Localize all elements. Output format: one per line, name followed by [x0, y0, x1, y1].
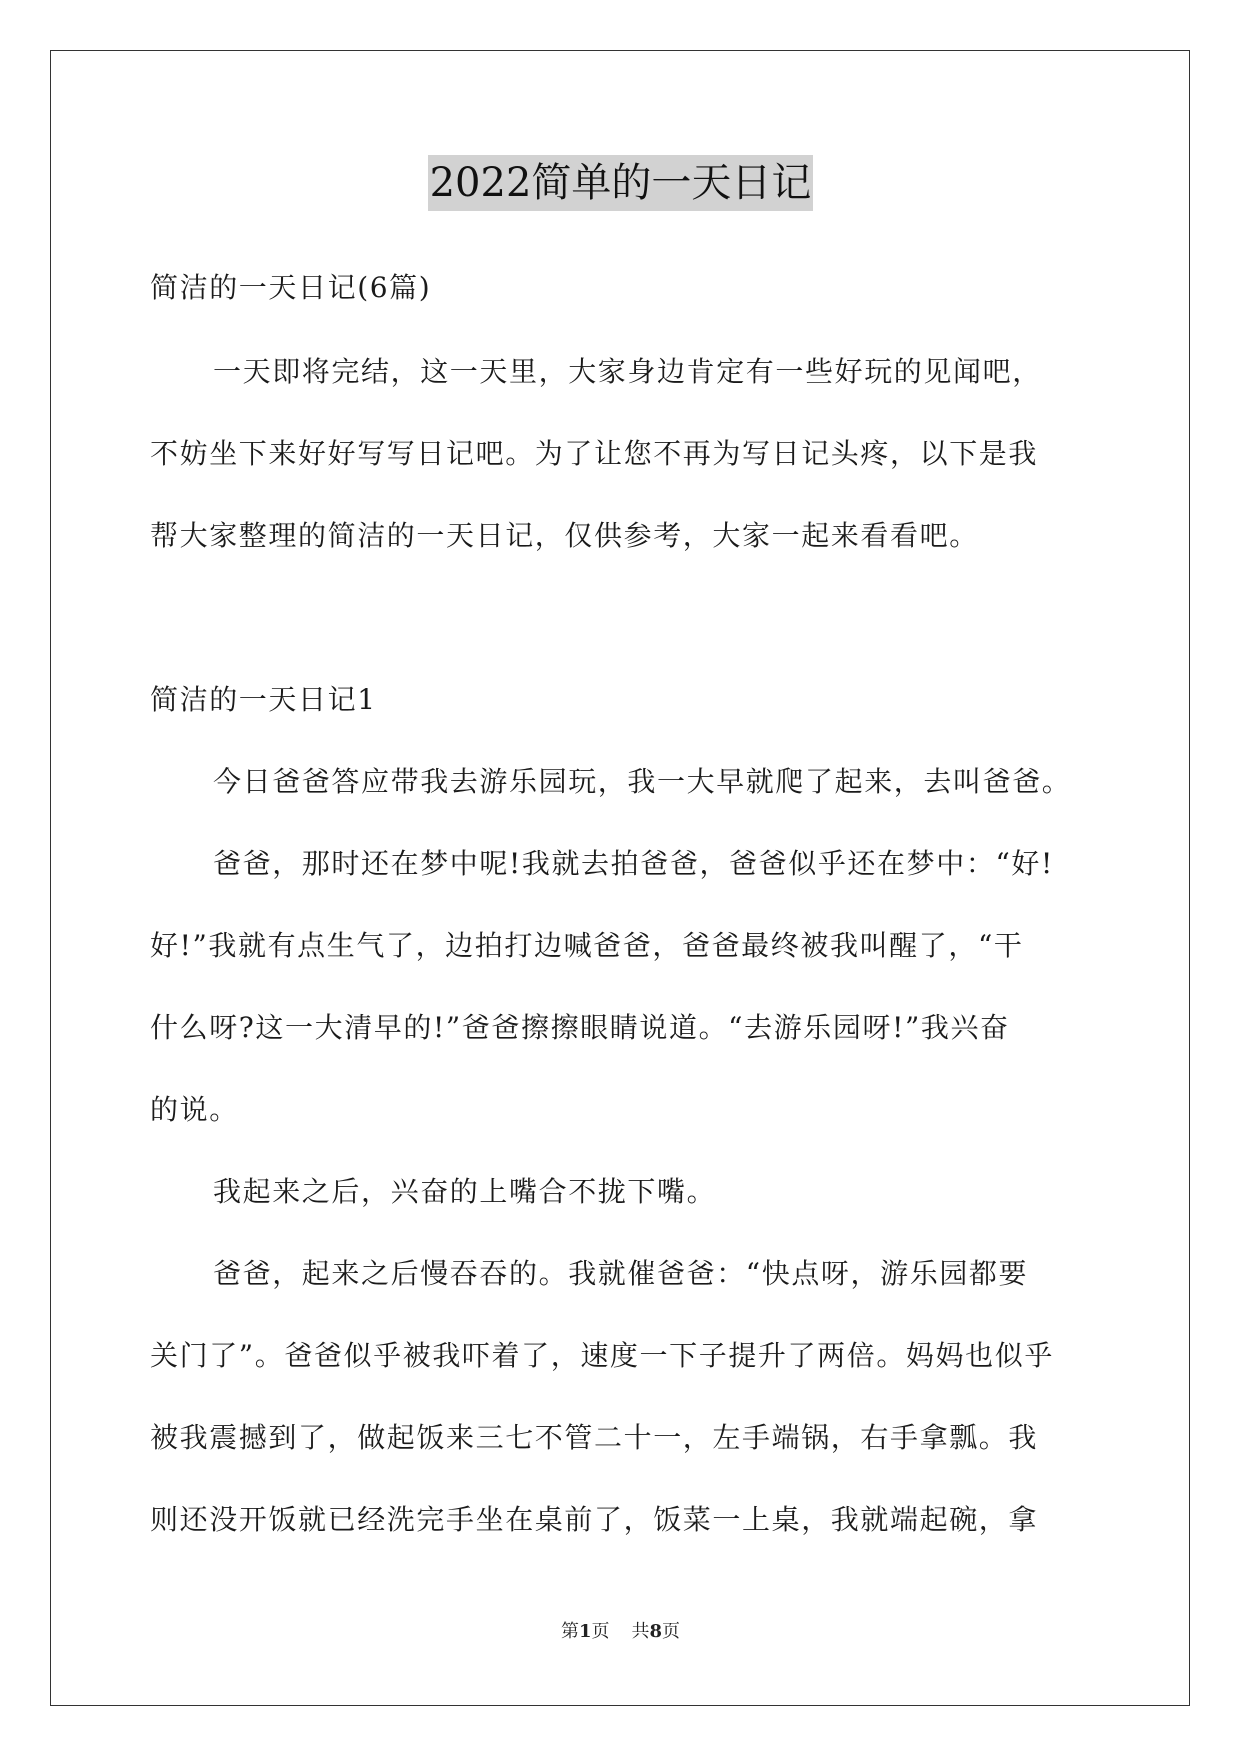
document-title: 2022简单的一天日记	[428, 155, 814, 211]
subtitle-line: 简洁的一天日记(6篇)	[150, 271, 432, 304]
title-container	[0, 155, 1241, 211]
body-line: 好!”我就有点生气了，边拍打边喊爸爸，爸爸最终被我叫醒了，“干	[150, 929, 1024, 962]
page-footer	[0, 1620, 1241, 1644]
intro-line: 帮大家整理的简洁的一天日记，仅供参考，大家一起来看看吧。	[150, 519, 979, 552]
page-suffix: 页	[591, 1621, 610, 1642]
page-prefix: 第	[560, 1621, 579, 1642]
body-line: 关门了”。爸爸似乎被我吓着了，速度一下子提升了两倍。妈妈也似乎	[150, 1339, 1054, 1372]
body-line: 则还没开饭就已经洗完手坐在桌前了，饭菜一上桌，我就端起碗，拿	[150, 1503, 1039, 1536]
total-prefix: 共	[631, 1621, 650, 1642]
body-line: 什么呀?这一大清早的!”爸爸擦擦眼睛说道。“去游乐园呀!”我兴奋	[150, 1011, 1010, 1044]
intro-line: 一天即将完结，这一天里，大家身边肯定有一些好玩的见闻吧，	[213, 355, 1042, 388]
body-line: 被我震撼到了，做起饭来三七不管二十一，左手端锅，右手拿瓢。我	[150, 1421, 1039, 1454]
current-page-number: 1	[578, 1621, 592, 1642]
body-line: 爸爸，那时还在梦中呢!我就去拍爸爸，爸爸似乎还在梦中：“好!	[213, 847, 1054, 880]
body-line: 今日爸爸答应带我去游乐园玩，我一大早就爬了起来，去叫爸爸。	[213, 765, 1072, 798]
body-line: 爸爸，起来之后慢吞吞的。我就催爸爸：“快点呀，游乐园都要	[213, 1257, 1029, 1290]
total-suffix: 页	[662, 1621, 681, 1642]
body-line: 的说。	[150, 1093, 239, 1126]
total-page-number: 8	[649, 1621, 663, 1642]
intro-line: 不妨坐下来好好写写日记吧。为了让您不再为写日记头疼，以下是我	[150, 437, 1039, 470]
body-line: 我起来之后，兴奋的上嘴合不拢下嘴。	[213, 1175, 717, 1208]
section-heading: 简洁的一天日记1	[150, 683, 377, 716]
